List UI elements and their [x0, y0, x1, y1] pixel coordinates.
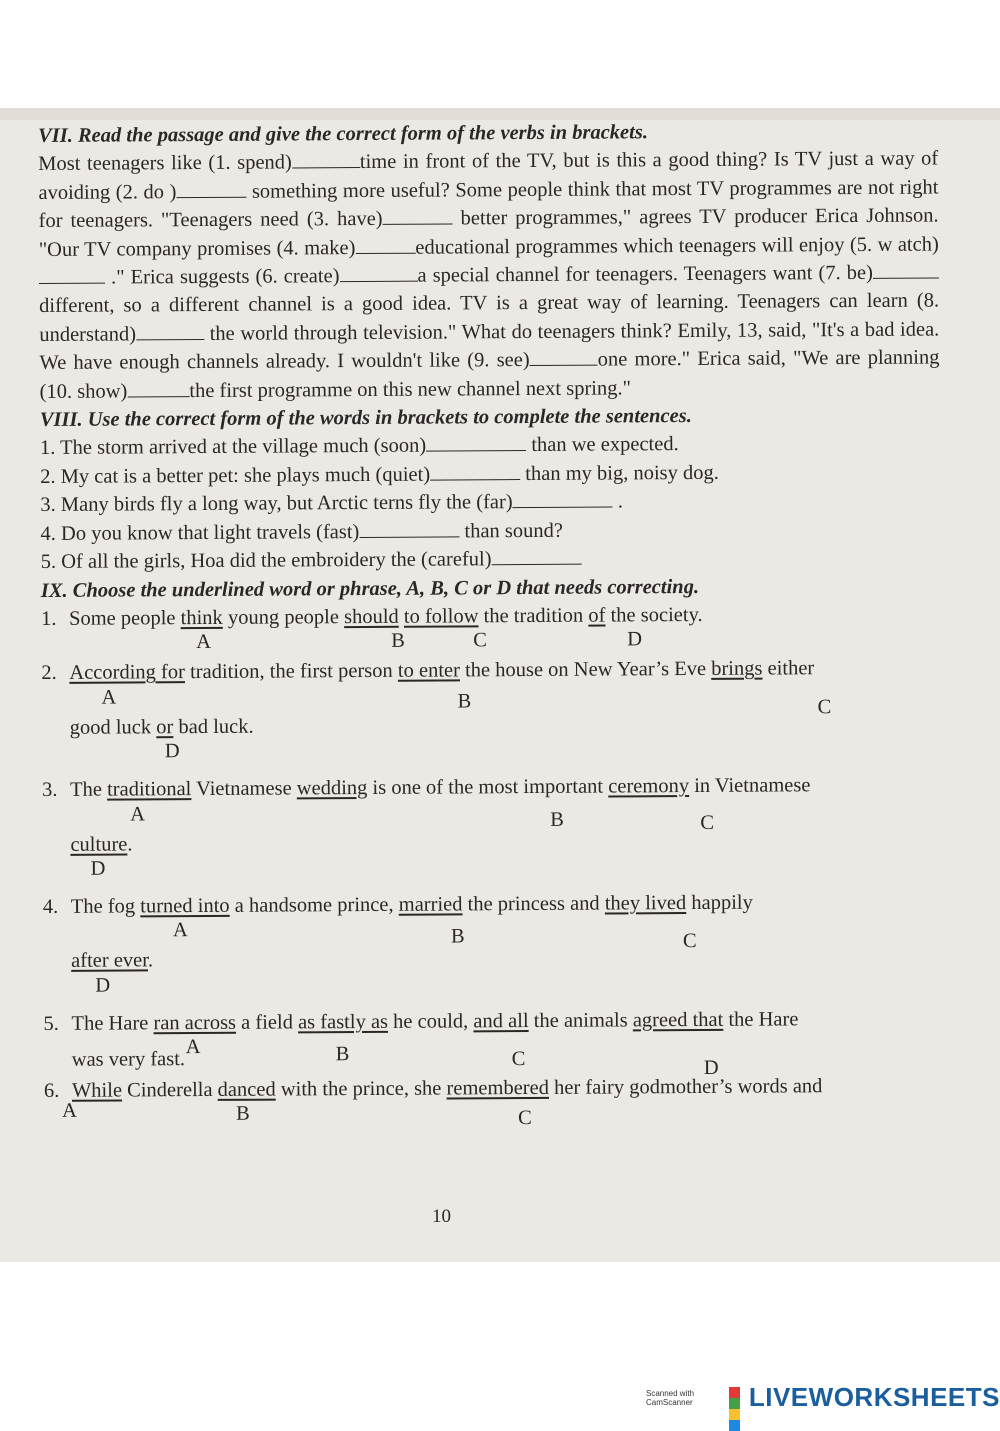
question-1: 1. Some people think young people should to follow the tradition of the society.: [40, 603, 703, 630]
option-d[interactable]: or: [156, 715, 174, 739]
worksheet-content: [38, 117, 944, 1131]
sentence-blank-3[interactable]: [513, 491, 613, 509]
section-8-heading: VIII. Use the correct form of the words in brackets to complete the sentences.: [39, 405, 692, 432]
sentence-item: 2. My cat is a better pet: she plays much (quiet) than my big, noisy dog.: [40, 461, 719, 488]
section-9-heading: IX. Choose the underlined word or phrase, A, B, C or D that needs correcting.: [40, 575, 700, 602]
option-d[interactable]: after ever: [71, 949, 149, 973]
sentence-blank-2[interactable]: [430, 463, 520, 481]
option-c[interactable]: ceremony: [608, 775, 690, 798]
option-b[interactable]: as fastly as: [297, 1010, 389, 1034]
option-b[interactable]: danced: [217, 1078, 276, 1101]
answer-blank-4[interactable]: [355, 236, 415, 253]
option-a[interactable]: think: [180, 606, 223, 630]
answer-blank-6[interactable]: [339, 265, 417, 282]
option-b[interactable]: wedding: [296, 777, 368, 800]
question-4: 4. The fog turned into a handsome prince, married the princess and they lived happily: [42, 891, 753, 918]
page-number: 10: [432, 1206, 451, 1227]
option-letters: A B C: [130, 802, 715, 834]
question-3-continued: culture.: [70, 832, 133, 856]
footer-watermark: [646, 1382, 1000, 1413]
option-a[interactable]: ran across: [153, 1011, 237, 1035]
option-a[interactable]: turned into: [140, 894, 230, 918]
sentence-blank-1[interactable]: [426, 434, 526, 452]
option-letters: A B C: [101, 686, 832, 718]
answer-blank-3[interactable]: [383, 208, 453, 225]
option-letters: D: [164, 740, 180, 763]
option-d[interactable]: agreed that: [632, 1008, 724, 1032]
section-7-heading: VII. Read the passage and give the correct form of the verbs in brackets.: [38, 121, 648, 147]
question-2: 2. According for tradition, the first person to enter the house on New Year’s Eve brings either: [41, 657, 815, 685]
answer-blank-2[interactable]: [176, 181, 246, 198]
answer-blank-1[interactable]: [292, 151, 360, 168]
option-a[interactable]: According for: [69, 661, 185, 685]
option-letters: A B C D: [196, 628, 643, 654]
question-4-continued: after ever.: [71, 949, 154, 973]
section-7-passage: Most teenagers like (1. spend) time in front of the TV, but is this a good thing? Is TV just a way of avoiding (2. do ) something more useful? Some people think that most TV programmes are not right for teenagers. "Teenagers need (3. have) better programmes," agrees TV producer Erica Johnson. "Our TV company promises (4. make) educational programmes which teenagers will enjoy (5. w atch) ." Erica suggests (6. create) a special channel for teenagers. Teenagers want (7. be)different, so a different channel is a good idea. TV is a great way of learning. Teenagers can learn (8. understand) the world through television." What do teenagers think? Emily, 13, said, "It's a bad idea. We have enough channels already. I wouldn't like (9. see) one more." Erica said, "We are planning (10. show) the first programme on this new channel next spring.": [38, 147, 940, 403]
option-d[interactable]: of: [588, 604, 606, 627]
option-c[interactable]: to follow: [403, 605, 479, 628]
option-a[interactable]: While: [71, 1079, 123, 1102]
question-2-continued: good luck or bad luck.: [69, 715, 254, 739]
option-c[interactable]: they lived: [604, 891, 687, 915]
answer-blank-5[interactable]: [39, 267, 105, 284]
question-5: 5. The Hare ran across a field as fastly as he could, and all the animals agreed that the Hare: [43, 1008, 799, 1035]
scanned-label: Scanned with CamScanner: [646, 1388, 695, 1407]
liveworksheets-logo-icon: [729, 1387, 747, 1409]
option-letters: A B C D: [185, 1036, 719, 1080]
sentence-blank-4[interactable]: [359, 520, 459, 538]
option-letters: D: [90, 857, 106, 880]
option-a[interactable]: traditional: [107, 778, 192, 801]
option-letters: D: [95, 974, 111, 997]
sentence-item: 4. Do you know that light travels (fast) than sound?: [40, 519, 564, 545]
question-3: 3. The traditional Vietnamese wedding is one of the most important ceremony in Vietnamese: [42, 774, 811, 802]
option-b[interactable]: should: [343, 605, 399, 629]
sentence-blank-5[interactable]: [491, 548, 581, 566]
question-6: 6. While Cinderella danced with the prince, she remembered her fairy godmother’s words and: [43, 1074, 823, 1102]
option-d[interactable]: culture: [70, 832, 128, 856]
sentence-item: 5. Of all the girls, Hoa did the embroidery the (careful): [41, 543, 941, 577]
answer-blank-10[interactable]: [127, 380, 189, 397]
option-b[interactable]: to enter: [397, 659, 460, 683]
option-c[interactable]: remembered: [446, 1076, 550, 1100]
question-5-continued: was very fast.: [71, 1048, 186, 1071]
sentence-item: 3. Many birds fly a long way, but Arctic terns fly the (far) .: [40, 490, 623, 517]
liveworksheets-brand[interactable]: LIVEWORKSHEETS: [748, 1382, 1000, 1412]
option-b[interactable]: married: [398, 893, 463, 916]
sentence-item: 1. The storm arrived at the village much (soon) than we expected.: [39, 433, 679, 460]
option-c[interactable]: brings: [711, 657, 763, 681]
answer-blank-7[interactable]: [873, 262, 939, 279]
option-letters: A B C: [172, 919, 697, 953]
scanned-page: [0, 108, 1000, 1262]
option-letters: A B C: [61, 1099, 532, 1130]
answer-blank-8[interactable]: [136, 323, 204, 340]
option-c[interactable]: and all: [473, 1009, 529, 1033]
answer-blank-9[interactable]: [530, 349, 598, 366]
